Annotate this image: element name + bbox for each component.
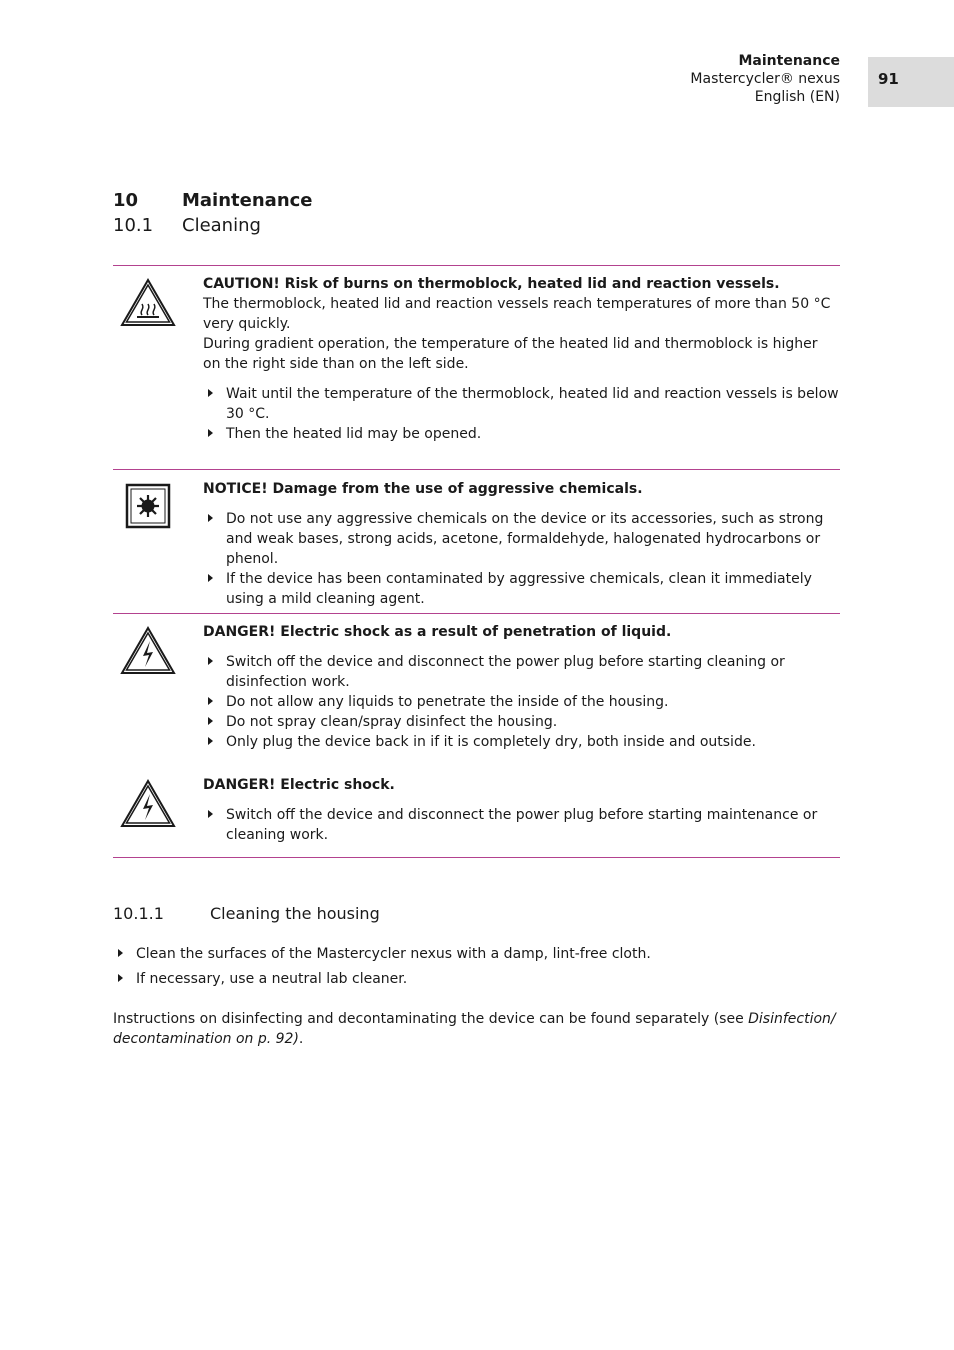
bullet-arrow-icon xyxy=(208,657,213,665)
notice-block xyxy=(203,479,839,609)
divider xyxy=(113,857,840,858)
running-header xyxy=(690,52,840,106)
subsection-title: Cleaning the housing xyxy=(210,904,380,923)
hot-surface-warning-icon xyxy=(120,278,176,328)
list-item: If necessary, use a neutral lab cleaner. xyxy=(113,969,840,989)
list-item: Switch off the device and disconnect the power plug before starting maintenance or cleaning work. xyxy=(203,805,839,845)
bullet-arrow-icon xyxy=(118,949,123,957)
list-item: Do not use any aggressive chemicals on the device or its accessories, such as strong and weak bases, strong acids, acetone, formaldehyde, halogenated hydrocarbons or phenol. xyxy=(203,509,839,569)
bullet-arrow-icon xyxy=(208,514,213,522)
chapter-heading xyxy=(113,190,313,211)
bullet-arrow-icon xyxy=(208,737,213,745)
caution-block xyxy=(203,274,839,444)
list-item: Switch off the device and disconnect the power plug before starting cleaning or disinfection work. xyxy=(203,652,839,692)
list-item: Do not allow any liquids to penetrate the inside of the housing. xyxy=(203,692,839,712)
page-number: 91 xyxy=(878,70,899,88)
list-item: Wait until the temperature of the thermoblock, heated lid and reaction vessels is below 30 °C. xyxy=(203,384,839,424)
cross-reference-link[interactable]: Disinfection/ decontamination on p. 92) xyxy=(113,1011,836,1047)
danger-liquid-title: DANGER! Electric shock as a result of penetration of liquid. xyxy=(203,624,672,640)
list-item: Then the heated lid may be opened. xyxy=(203,424,839,444)
bullet-arrow-icon xyxy=(208,429,213,437)
subsection-number: 10.1.1 xyxy=(113,904,164,923)
list-item: If the device has been contaminated by aggressive chemicals, clean it immediately using a mild cleaning agent. xyxy=(203,569,839,609)
section-number: 10.1 xyxy=(113,215,154,236)
housing-paragraph: Instructions on disinfecting and decontaminating the device can be found separately (see Disinfection/ decontamination on p. 92). xyxy=(113,1011,836,1047)
aggressive-chemicals-notice-icon xyxy=(120,482,176,532)
list-item: Only plug the device back in if it is completely dry, both inside and outside. xyxy=(203,732,839,752)
notice-title: NOTICE! Damage from the use of aggressive chemicals. xyxy=(203,481,643,497)
bullet-arrow-icon xyxy=(208,810,213,818)
bullet-arrow-icon xyxy=(208,574,213,582)
chapter-title: Maintenance xyxy=(182,190,313,211)
header-section: Maintenance xyxy=(738,53,840,69)
electric-shock-warning-icon xyxy=(120,626,176,676)
bullet-arrow-icon xyxy=(208,717,213,725)
subsection-heading xyxy=(113,904,380,923)
caution-steps xyxy=(203,384,839,444)
list-item: Clean the surfaces of the Mastercycler nexus with a damp, lint-free cloth. xyxy=(113,944,840,964)
divider xyxy=(113,265,840,266)
caution-paragraph: During gradient operation, the temperature of the heated lid and thermoblock is higher on the right side than on the left side. xyxy=(203,336,818,372)
bullet-arrow-icon xyxy=(118,974,123,982)
chapter-number: 10 xyxy=(113,190,139,211)
danger-shock-steps xyxy=(203,805,839,845)
bullet-arrow-icon xyxy=(208,389,213,397)
danger-liquid-block xyxy=(203,622,839,752)
danger-shock-block xyxy=(203,775,839,845)
caution-paragraph: The thermoblock, heated lid and reaction vessels reach temperatures of more than 50 °C very quickly. xyxy=(203,296,831,332)
notice-steps xyxy=(203,509,839,609)
divider xyxy=(113,469,840,470)
header-language: English (EN) xyxy=(754,89,840,105)
section-title: Cleaning xyxy=(182,215,261,236)
caution-title: CAUTION! Risk of burns on thermoblock, heated lid and reaction vessels. xyxy=(203,276,780,292)
bullet-arrow-icon xyxy=(208,697,213,705)
list-item: Do not spray clean/spray disinfect the housing. xyxy=(203,712,839,732)
divider xyxy=(113,613,840,614)
header-product: Mastercycler® nexus xyxy=(690,71,840,87)
danger-liquid-steps xyxy=(203,652,839,752)
page-number-box xyxy=(868,57,954,107)
section-heading xyxy=(113,215,261,236)
electric-shock-warning-icon xyxy=(120,779,176,829)
housing-steps xyxy=(113,944,840,994)
danger-shock-title: DANGER! Electric shock. xyxy=(203,777,395,793)
